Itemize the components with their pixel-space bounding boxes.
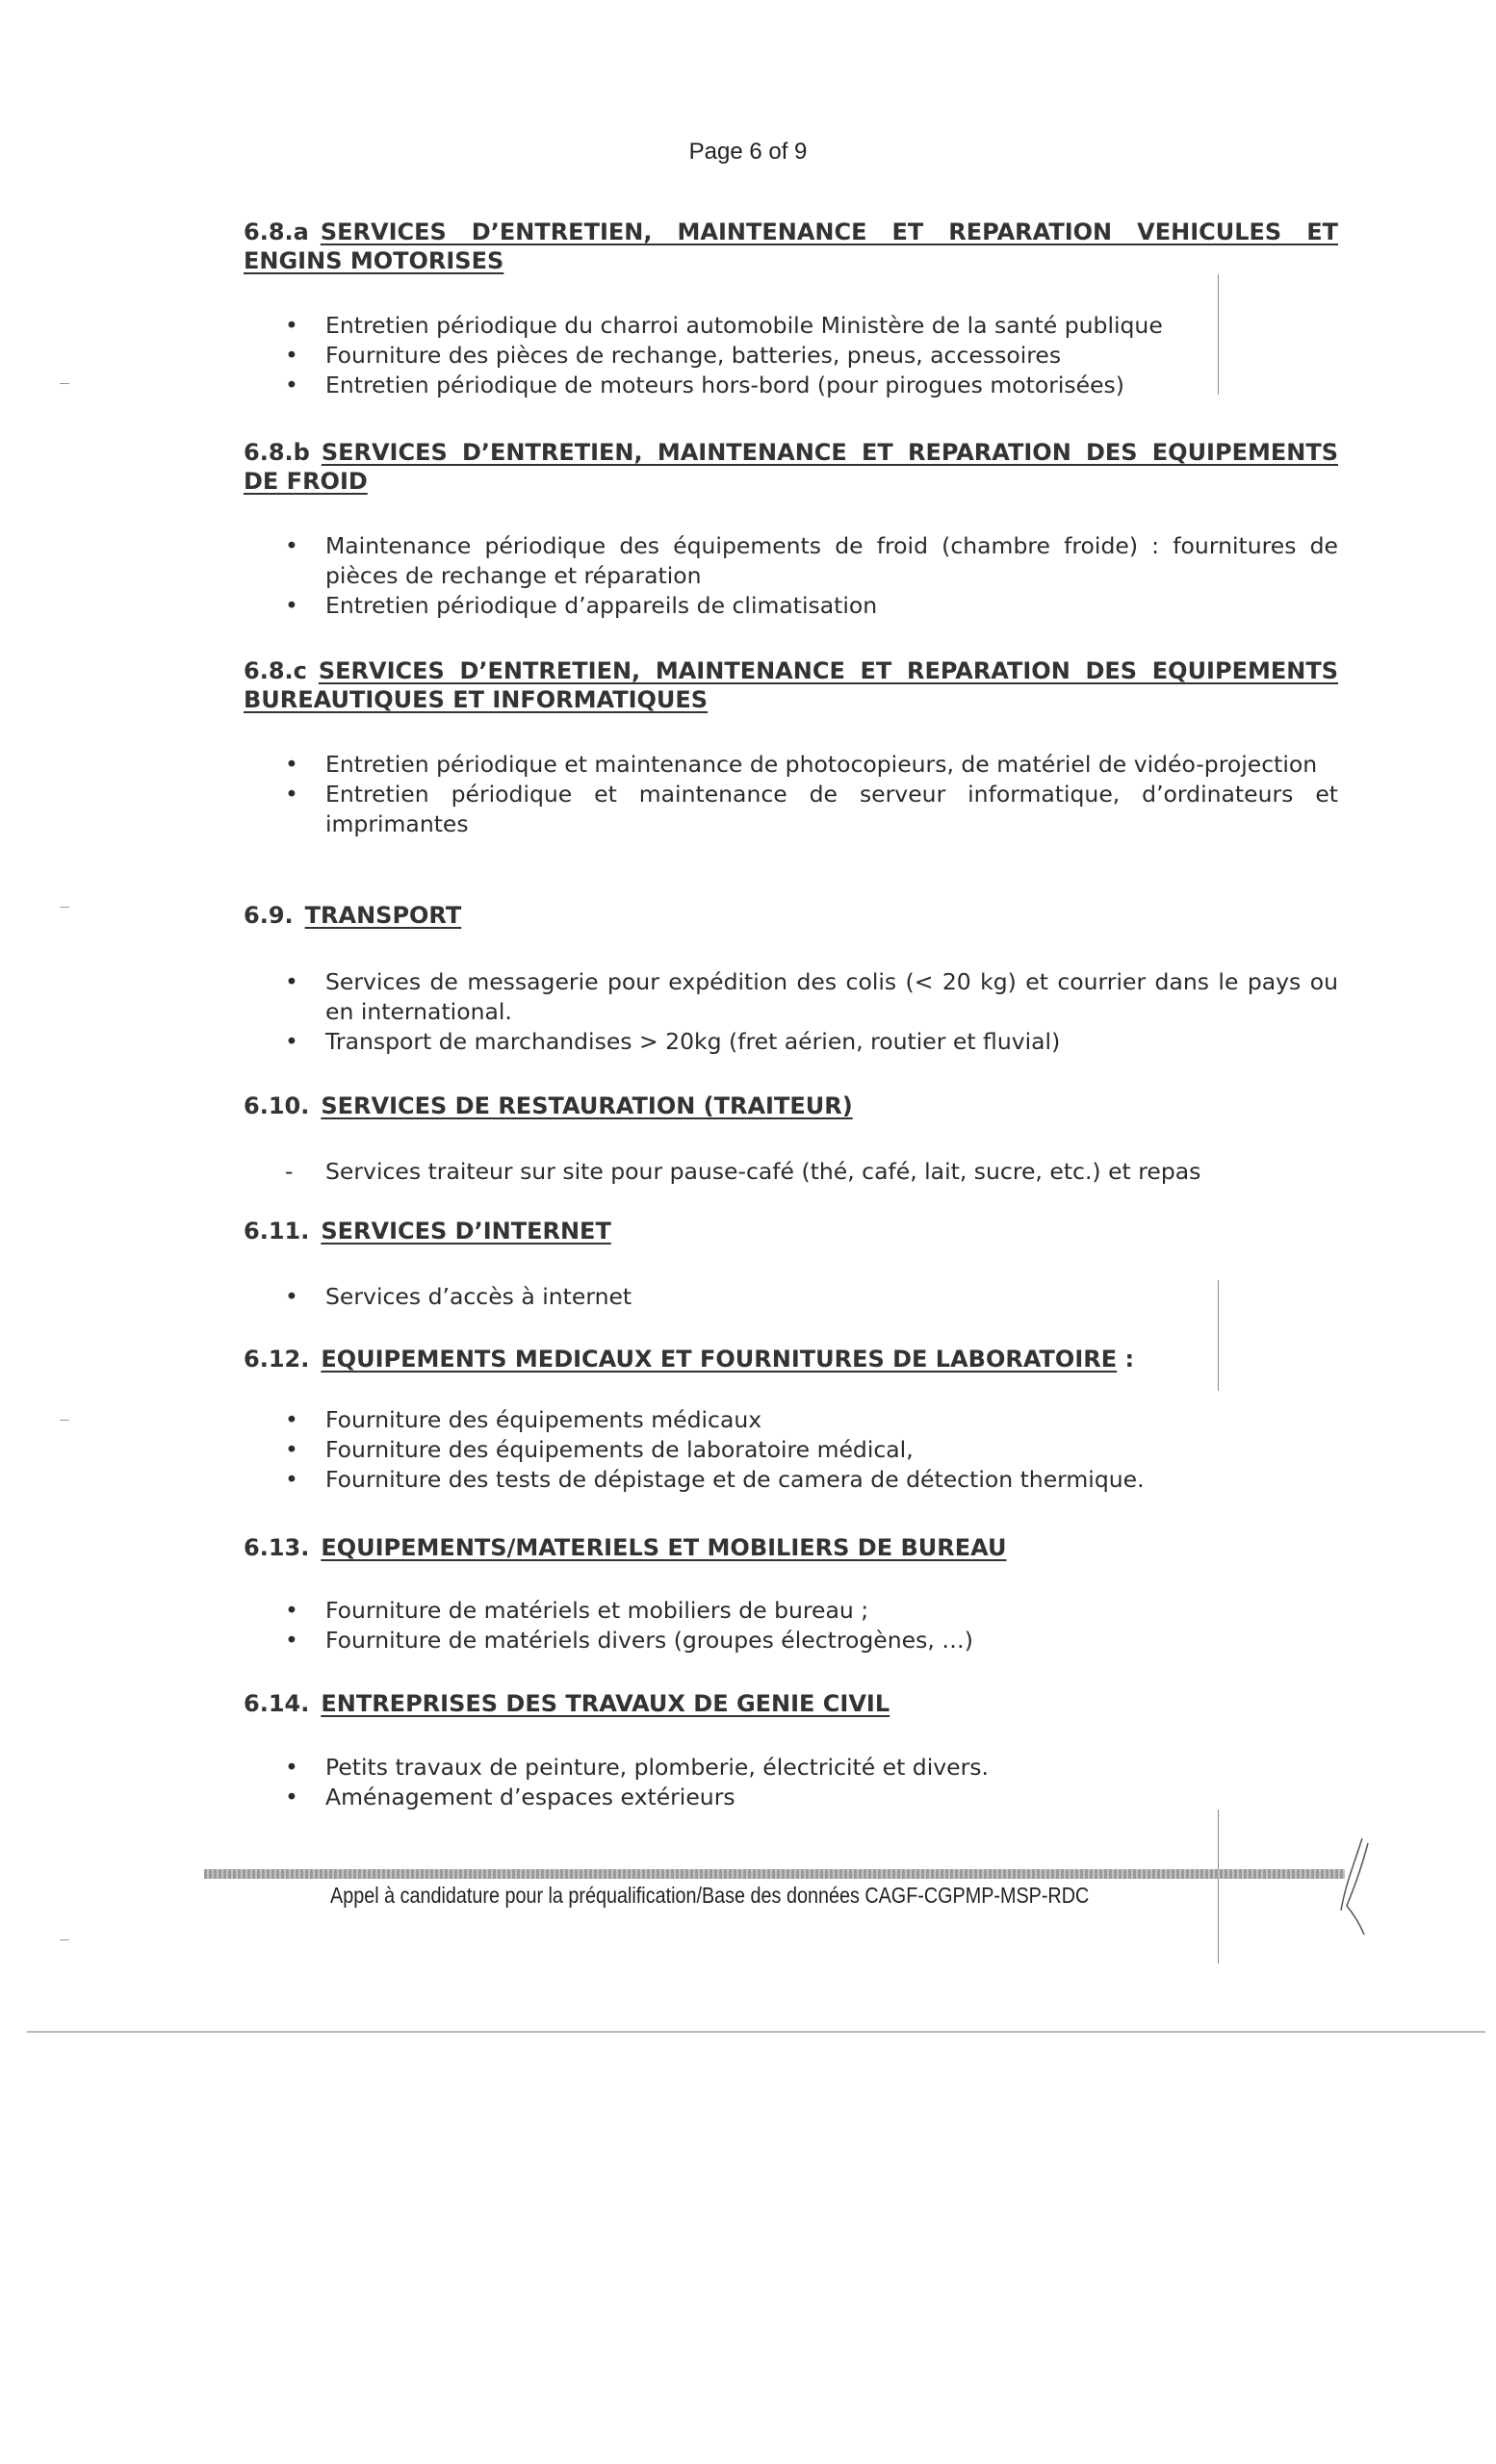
- list-item: • Entretien périodique d’appareils de climatisation: [285, 592, 878, 619]
- initials-signature-icon: [1333, 1834, 1372, 1939]
- section-6-8-a: [244, 218, 1338, 400]
- list-item: • Entretien périodique et maintenance de serveur informatique, d’ordinateurs et imprimantes: [285, 781, 1338, 837]
- list-item: • Fourniture des pièces de rechange, batteries, pneus, accessoires: [285, 342, 1062, 369]
- list-item: • Petits travaux de peinture, plomberie, électricité et divers.: [285, 1754, 989, 1781]
- page-bottom-edge: [27, 2031, 1485, 2033]
- scan-mark: [60, 1420, 69, 1421]
- list-item: • Fourniture des tests de dépistage et de camera de détection thermique.: [285, 1466, 1145, 1493]
- section-6-14: [244, 1689, 1338, 1812]
- section-heading: 6.8.c SERVICES D’ENTRETIEN, MAINTENANCE ET REPARATION DES EQUIPEMENTS BUREAUTIQUES ET INFORMATIQUES: [244, 657, 1338, 713]
- section-heading: 6.10. SERVICES DE RESTAURATION (TRAITEUR): [244, 1092, 853, 1119]
- scan-artifact-line: [1218, 1810, 1219, 1964]
- section-heading: 6.12. EQUIPEMENTS MEDICAUX ET FOURNITURES DE LABORATOIRE :: [244, 1346, 1135, 1373]
- section-heading: 6.9. TRANSPORT: [244, 902, 462, 929]
- list-item: • Aménagement d’espaces extérieurs: [285, 1784, 735, 1810]
- list-item: • Entretien périodique et maintenance de photocopieurs, de matériel de vidéo-projection: [285, 751, 1318, 778]
- list-item: • Fourniture de matériels divers (groupes électrogènes, …): [285, 1627, 973, 1654]
- section-6-13: [244, 1533, 1338, 1656]
- section-heading: 6.11. SERVICES D’INTERNET: [244, 1218, 611, 1245]
- list-item: • Transport de marchandises > 20kg (fret aérien, routier et fluvial): [285, 1028, 1061, 1055]
- section-6-11: [244, 1217, 1338, 1312]
- section-heading: 6.13. EQUIPEMENTS/MATERIELS ET MOBILIERS DE BUREAU: [244, 1534, 1007, 1561]
- list-item: • Fourniture de matériels et mobiliers de bureau ;: [285, 1597, 869, 1624]
- section-heading: 6.8.b SERVICES D’ENTRETIEN, MAINTENANCE ET REPARATION DES EQUIPEMENTS DE FROID: [244, 439, 1338, 495]
- list-item: • Fourniture des équipements médicaux: [285, 1406, 762, 1433]
- list-item: - Services traiteur sur site pour pause-café (thé, café, lait, sucre, etc.) et repas: [285, 1158, 1201, 1185]
- list-item: • Maintenance périodique des équipements de froid (chambre froide) : fournitures de pièces de rechange et réparation: [285, 532, 1338, 589]
- list-item: • Services de messagerie pour expédition des colis (< 20 kg) et courrier dans le pays ou en international.: [285, 968, 1338, 1025]
- section-6-10: [244, 1091, 1338, 1187]
- section-6-12: [244, 1345, 1338, 1495]
- list-item: • Entretien périodique du charroi automobile Ministère de la santé publique: [285, 312, 1163, 339]
- list-item: • Fourniture des équipements de laboratoire médical,: [285, 1436, 914, 1463]
- footer-divider: [204, 1869, 1345, 1879]
- section-6-8-c: [244, 656, 1338, 839]
- section-heading: 6.8.a SERVICES D’ENTRETIEN, MAINTENANCE ET REPARATION VEHICULES ET ENGINS MOTORISES: [244, 218, 1338, 274]
- scan-mark: [60, 383, 69, 384]
- page-number: Page 6 of 9: [688, 139, 808, 165]
- scan-mark: [60, 907, 69, 908]
- section-heading: 6.14. ENTREPRISES DES TRAVAUX DE GENIE CIVIL: [244, 1690, 890, 1717]
- footer-text: Appel à candidature pour la préqualification/Base des données CAGF-CGPMP-MSP-RDC: [330, 1883, 1090, 1908]
- section-6-8-b: [244, 438, 1338, 621]
- list-item: • Entretien périodique de moteurs hors-bord (pour pirogues motorisées): [285, 372, 1124, 398]
- scan-mark: [60, 1939, 69, 1940]
- list-item: • Services d’accès à internet: [285, 1283, 632, 1310]
- section-6-9: [244, 901, 1338, 1057]
